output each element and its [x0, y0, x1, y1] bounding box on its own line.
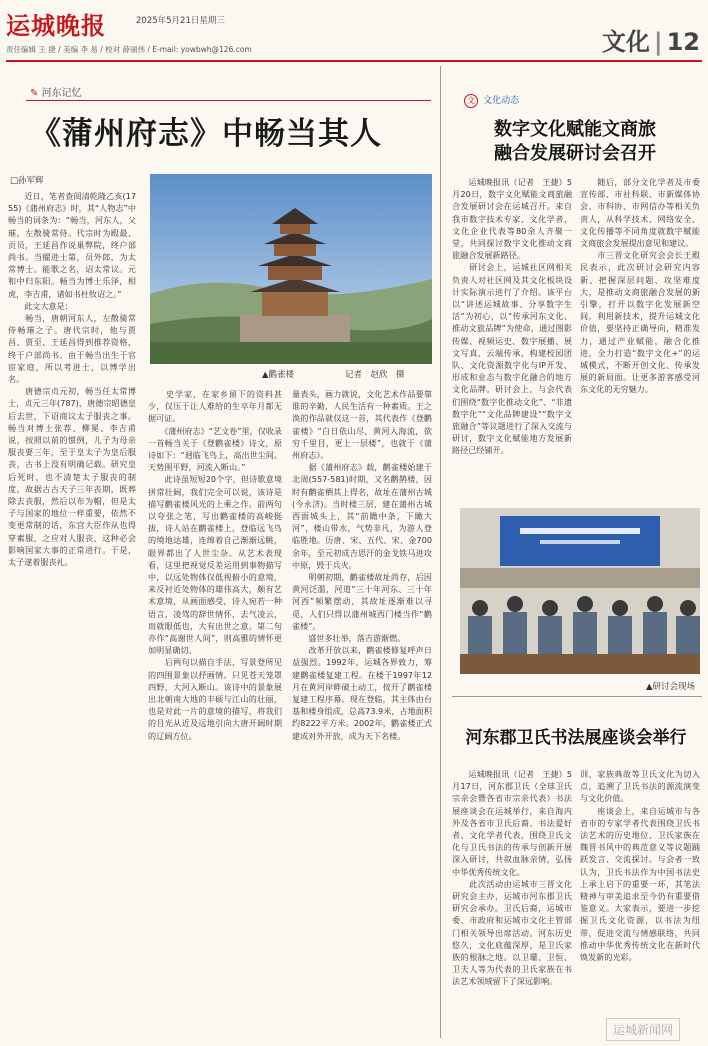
column-divider: [440, 66, 441, 1038]
news2-column-1: 运城晚报讯（记者 王捷）5月17日，河东郡卫氏（全球卫氏宗亲会暨各省市宗亲代表）书法展座谈会在运城举行，来自海内外及各省市卫氏后裔、书法爱好者、文化学者代表，围绕卫氏文化与卫氏书法的传承与创新开展深入研讨，共叙血脉亲情，弘扬中华优秀传统文化。 此次活动由运城市三晋文化研究会主办，运城市河东郡卫氏研究会承办。卫氏后裔，运城市委、市政府和运城市文化主管部门相关领导出席活动。河东历史悠久，文化底蕴深厚，是卫氏家族的根脉之地。以卫瓘、卫恒、卫夫人等为代表的卫氏家族在书法艺术领域留下了深远影响。: [452, 769, 572, 987]
section-name: 文化: [601, 28, 650, 56]
news1-column-2: 随后，部分文化学者及市委宣传部、市社科联、市新媒体协会、市科协、市网信办等相关负责人，从科学技术、网络安全、文化传播等不同角度就数字赋能文商旅会发展提出意见和建议。 市三晋文化研究会会长王殿民表示，此次研讨会研究内容新、把握深层问题、攻坚难度大，是推动文商旅融合发展的新引擎，打开以数字化发展新空间，利用新技术，提升运城文化价值，要坚持正确导向，精准发力，通过产业赋能，融合化推进，全力打造“数字文化+”的运城模式，不断开创文化、传承发展的新局面。让更多游客感受河东文化的无穷魅力。: [580, 177, 700, 395]
masthead-logo: 运城晚报: [6, 12, 106, 40]
photo-credit: 记者 赵欣 摄: [345, 370, 405, 380]
column-kicker: [30, 84, 82, 99]
kicker-rule: [26, 100, 431, 101]
meeting-illustration: [460, 508, 700, 674]
issue-date: 2025年5月21日星期三: [136, 16, 225, 26]
news-tag: [464, 88, 519, 108]
meeting-caption: ▲研讨会现场: [646, 682, 696, 692]
news-divider: [452, 696, 702, 697]
news1-title-line2: 融合发展研讨会召开: [494, 143, 656, 164]
article-title: 《蒲州府志》中畅当其人: [30, 116, 382, 152]
news-tag-label: 文化动态: [483, 96, 520, 106]
meeting-photo: [460, 508, 700, 674]
pen-icon: ✎: [30, 88, 39, 99]
watermark: 运城新闻网: [606, 1018, 680, 1041]
news1-column-1: 运城晚报讯（记者 王捷）5月20日，数字文化赋能文商旅融合发展研讨会在运城召开。来自我市数字技术专家、文化学者、文化企业代表等80余人齐聚一堂，共同探讨数字文化推动文商旅融合发展新路径。 研讨会上，运城社区网相关负责人对社区网及其文化板块设计实际演示进行了介绍。该平台以“讲述运城故事、分享数字生活”为初心，以“传承河东文化、推动文旅品牌”为使命，通过图影传媒、视频运史、数字展播、展文写真、云端传承，构建校园团队、文化资源数字化与IP开发、形成和业态与数字化融合的地方文化品牌。研讨会上，与会代表们围绕“数字化推动文化”、“非遗数字化”“文化品牌建设”“数字文旅融合”等议题进行了深入交流与研讨，数字文化赋能地方发展新路径已经铺开。: [452, 177, 572, 456]
section-header: 文化 | 12: [601, 28, 700, 56]
news1-title-line1: 数字文化赋能文商旅: [494, 119, 656, 140]
kicker-label: 河东记忆: [41, 88, 82, 99]
news1-title: [450, 118, 700, 166]
photo-caption: ▲鹳雀楼: [262, 370, 295, 380]
article-column-1: 近日，笔者查阅清乾隆乙亥(1755)《蒲州府志》时，其“人物志”中畅当的词条为：“畅当，河东人，父璀，左散骑常侍。代宗时为殿最、贡员，王延昌作说巢弊院，终户部尚书。当擢进士第，员外郎，为太常博士。能歌之名，诏太常议。元和中归东阳。畅当为博士乐泽，相虎，李吉甫，诸如书杜牧诏之。” 此文大意是： 畅当，唐朝河东人，左散骑常侍畅璀之子。唐代宗时，他与贾昌、贾至、王延昌得到推荐资格，终于户部尚书。由于畅当出生于官宦家庭，所以考进士，以博学出名。 唐德宗贞元初，畅当任太常博士，贞元三年(787)，唐德宗昭德皇后去世，下诏商议太子服丧之事。畅当对博士张荐、柳冕、李吉甫说，按照以前的惯例，儿子为母亲服丧要三年，至于皇太子为皇后服丧，古书上没有明确记载。研究皇后死时，也不清楚太子服丧的制度，故据古古天子三年丧期，既葬除去丧服，然后以布为帽，但是太子与国家的地位一样重要，依然不变更常制的话，东宫大臣作从也得穿素服，之应对人服丧，这种必会影响国家大事的正常进行。于是，太子遂着服丧礼。: [8, 191, 136, 568]
article-column-3: 量表头，画力就说，文化艺术作品要靠谁的辛勤，人民生活有一种素质。王之涣的作品就仅这一首，其代表作《登鹳雀楼》“白日依山尽，黄河入海流，欲穷千里目，更上一层楼”，也就于《蒲州府志》。 据《蒲州府志》载，鹳雀楼始建于北周(557-581)时期，又名鹳鹊楼，因时有鹳雀栖其上得名，故址在蒲州古城(今永济)。当时楼三层，建在蒲州古城西面城头上，其“前瞻中条，下瞰大河”，楼山带水，气势非凡，为游人登临胜地。历唐、宋、五代、宋、金700余年，至元初成吉思汗的金戈铁马进攻中原，毁于兵火。 明朝初期，鹳雀楼故址尚存，后因黄河泛滥，河道“三十年河东、三十年河西”频繁摆动，其故址逐渐难以寻觅，人们只得以蒲州城西门楼当作“鹳雀楼”。 盛世多壮举，落吉游渐燃。 改革开放以来，鹳雀楼修复呼声日益强烈。1992年，运城各界致力，筹建鹳雀楼复建工程。在楼于1997年12月在黄河岸畔破土动工，按开了鹳雀楼复建工程序幕。现在登临，其主体由台基和楼身组成，总高73.9米，占地面积约8222平方米。2002年，鹳雀楼正式建成对外开放，成为天下名楼。: [292, 389, 432, 741]
news2-title: 河东郡卫氏书法展座谈会举行: [465, 728, 687, 748]
circle-badge-icon: 文: [464, 94, 478, 108]
article-column-2: 史学家，在家乡留下的资料甚少，仅压于让人难给的生卒年月都无据可证。 《蒲州府志》“艺文卷”里，仅收录一首畅当关于《登鹳雀楼》诗文，原诗如下：“迥临飞鸟上，高出世尘间。天势围平野，河流入断山。” 此诗虽短短20个字，但诗歌意境拼常壮阔，我们完全可以说，该诗是描写鹳雀楼风光的上乘之作。前两句以夸张之笔，写出鹳雀楼的高峻挺拔，诗人站在鹳雀楼上，登临远飞鸟的境地达雄，连绵着自己渐渐远眺，眼界都出了人世尘杂。从艺术表现看，这里把视觉反差运用到事物描写中，以远处物体仅低视俯小的意境，来反衬近处物体的雄伟高大，颇有艺术意境，从画面感受，诗人宛若一种语言，凌驾的辞世情怀，去气凌云，而就眼低也，大有出世之意。第二句亦作“高谢世人间”，则高雅的情怀更加明显确切。 后两句以描自手法，写景登所见的四围景象以抒画情。只见苍天笼罩四野，大河入断山。该诗中的景象展出北朝南大地的丰硕与江山的壮丽，也是对此一片的意境的描写，将我们的目光从近及远地引向大唐开阔时期的辽阔方位。: [148, 389, 282, 741]
news2-column-2: 训、家族典故等卫氏文化为切入点，追溯了卫氏书法的源流演变与文化价值。 座谈会上，来自运城市与各省市的专家学者代表围绕卫氏书法艺术的历史地位、卫氏家族在魏晋书风中的典范意义等议题踊跃发言、交流探讨。与会者一致认为，卫氏书法作为中国书法史上承上启下的重要一环，其笔法精神与审美追求至今仍有重要借鉴意义。大家表示，要进一步挖掘卫氏文化资源，以书法为纽带，促进交流与情感联络，共同推动中华优秀传统文化在新时代焕发新的光彩。: [580, 769, 700, 963]
tower-illustration: [150, 174, 432, 364]
article-photo: [150, 174, 432, 364]
masthead-rule: [6, 60, 702, 62]
page-number: 12: [666, 28, 700, 56]
editor-credits: 责任编辑 王 捷 / 美编 李 易 / 校对 薛丽伟 / E-mail: yowbwh@126.com: [6, 45, 252, 54]
article-author: □孙军辉: [10, 176, 44, 186]
